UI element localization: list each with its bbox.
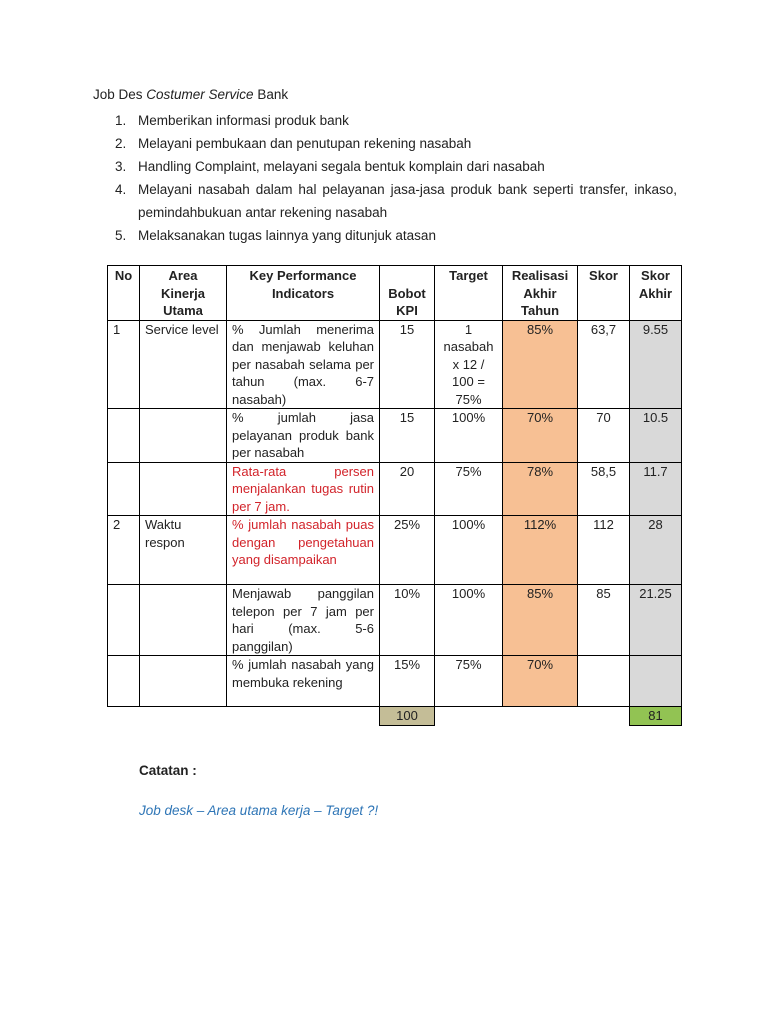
duty-item [93,109,677,132]
cell-kpi: Rata-rata persen menjalankan tugas rutin per 7 jam. [227,462,380,516]
header-bobot: Bobot KPI [380,266,435,321]
catatan-label: Catatan : [139,763,197,778]
cell-skor-akhir: 9.55 [630,320,682,409]
duty-item [93,132,677,155]
heading-italic: Costumer Service [146,87,254,102]
cell-bobot: 15 [380,320,435,409]
duty-item [93,178,677,224]
total-skor-akhir: 81 [630,707,682,726]
duty-text: Memberikan informasi produk bank [138,113,349,128]
duty-number: 1. [115,113,127,128]
total-empty [140,707,227,726]
duty-text: Melaksanakan tugas lainnya yang ditunjuk atasan [138,228,436,243]
cell-realisasi: 85% [503,320,578,409]
header-realisasi: Realisasi Akhir Tahun [503,266,578,321]
heading-suffix: Bank [253,87,289,102]
cell-kpi: Menjawab panggilan telepon per 7 jam per hari (max. 5-6 panggilan) [227,585,380,656]
duties-list [93,109,677,247]
heading-prefix: Job Des [93,87,147,102]
table-header-row [108,266,682,321]
duty-text: Melayani nasabah dalam hal pelayanan jasa-jasa produk bank seperti transfer, inkaso, pemindahbukuan antar rekening nasabah [138,182,677,220]
cell-skor-akhir: 10.5 [630,409,682,463]
cell-realisasi: 85% [503,585,578,656]
cell-area [140,585,227,656]
cell-kpi: % jumlah jasa pelayanan produk bank per nasabah [227,409,380,463]
cell-realisasi: 70% [503,409,578,463]
cell-target: 1 nasabah x 12 / 100 = 75% [435,320,503,409]
cell-target: 100% [435,409,503,463]
cell-skor-akhir: 21.25 [630,585,682,656]
table-row [108,656,682,707]
cell-skor [578,656,630,707]
header-no: No [108,266,140,321]
duty-number: 3. [115,159,127,174]
total-empty [435,707,503,726]
header-area: Area Kinerja Utama [140,266,227,321]
duty-text: Handling Complaint, melayani segala bentuk komplain dari nasabah [138,159,545,174]
cell-kpi: % Jumlah menerima dan menjawab keluhan per nasabah selama per tahun (max. 6-7 nasabah) [227,320,380,409]
cell-bobot: 20 [380,462,435,516]
table-total-row [108,707,682,726]
document-heading [93,87,288,102]
kpi-table [107,265,682,726]
cell-target: 100% [435,585,503,656]
total-empty [227,707,380,726]
cell-area [140,462,227,516]
cell-area [140,409,227,463]
cell-skor-akhir: 28 [630,516,682,585]
cell-bobot: 15 [380,409,435,463]
cell-skor: 85 [578,585,630,656]
total-empty [578,707,630,726]
cell-area [140,656,227,707]
header-target: Target [435,266,503,321]
table-row [108,320,682,409]
duty-text: Melayani pembukaan dan penutupan rekening nasabah [138,136,472,151]
table-row [108,585,682,656]
cell-no [108,409,140,463]
cell-no [108,585,140,656]
duty-number: 5. [115,228,127,243]
cell-area: Waktu respon [140,516,227,585]
cell-skor-akhir [630,656,682,707]
table-row [108,409,682,463]
total-empty [503,707,578,726]
cell-realisasi: 70% [503,656,578,707]
duty-number: 2. [115,136,127,151]
header-skor: Skor [578,266,630,321]
total-bobot: 100 [380,707,435,726]
cell-no [108,656,140,707]
table-row [108,516,682,585]
table-row [108,462,682,516]
cell-skor: 63,7 [578,320,630,409]
cell-area: Service level [140,320,227,409]
cell-target: 100% [435,516,503,585]
header-skor-akhir: Skor Akhir [630,266,682,321]
cell-target: 75% [435,462,503,516]
cell-realisasi: 112% [503,516,578,585]
cell-bobot: 10% [380,585,435,656]
cell-skor: 70 [578,409,630,463]
cell-skor-akhir: 11.7 [630,462,682,516]
cell-skor: 58,5 [578,462,630,516]
cell-realisasi: 78% [503,462,578,516]
duty-item [93,155,677,178]
cell-bobot: 25% [380,516,435,585]
duty-number: 4. [115,182,127,197]
header-kpi: Key Performance Indicators [227,266,380,321]
cell-kpi: % jumlah nasabah puas dengan pengetahuan yang disampaikan [227,516,380,585]
cell-no: 2 [108,516,140,585]
cell-skor: 112 [578,516,630,585]
cell-no [108,462,140,516]
cell-target: 75% [435,656,503,707]
cell-no: 1 [108,320,140,409]
duty-item [93,224,677,247]
cell-bobot: 15% [380,656,435,707]
note-text: Job desk – Area utama kerja – Target ?! [139,803,379,818]
cell-kpi: % jumlah nasabah yang membuka rekening [227,656,380,707]
total-empty [108,707,140,726]
